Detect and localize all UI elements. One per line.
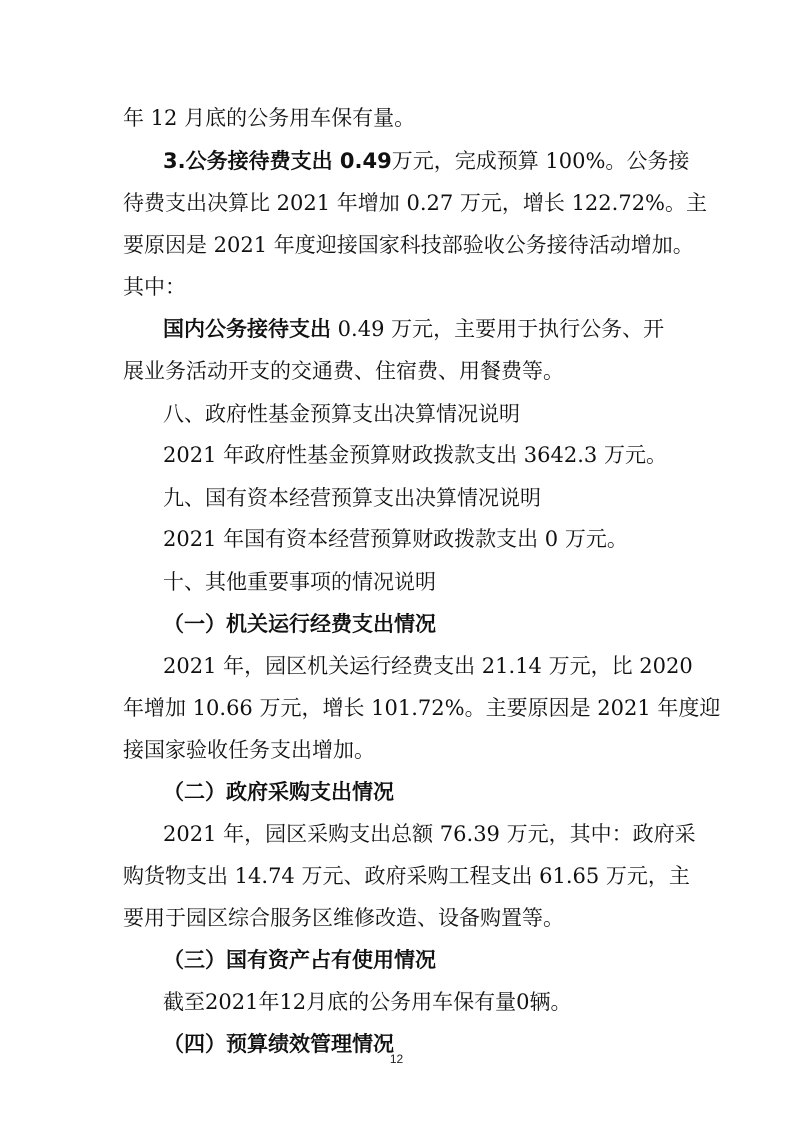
paragraph-line: 2021 年政府性基金预算财政拨款支出 3642.3 万元。 xyxy=(163,443,667,467)
paragraph-line: 接国家验收任务支出增加。 xyxy=(123,738,375,762)
paragraph-line xyxy=(163,315,664,343)
paragraph-line: 2021 年国有资本经营预算财政拨款支出 0 万元。 xyxy=(163,527,628,551)
bold-lead: 3.公务接待费支出 0.49 xyxy=(163,149,392,173)
paragraph-line: 其中： xyxy=(123,275,186,299)
bold-lead: 国内公务接待支出 xyxy=(163,317,331,341)
paragraph-line: 购货物支出 14.74 万元、政府采购工程支出 61.65 万元，主 xyxy=(123,864,690,888)
subsection-heading: （一）机关运行经费支出情况 xyxy=(163,612,436,636)
page-number: 12 xyxy=(389,1052,404,1066)
paragraph-line: 要用于园区综合服务区维修改造、设备购置等。 xyxy=(123,906,564,930)
section-heading: 八、政府性基金预算支出决算情况说明 xyxy=(163,402,520,426)
paragraph-line: 待费支出决算比 2021 年增加 0.27 万元，增长 122.72%。主 xyxy=(123,191,708,215)
paragraph-line: 年增加 10.66 万元，增长 101.72%。主要原因是 2021 年度迎 xyxy=(123,696,721,720)
paragraph-line: 年 12 月底的公务用车保有量。 xyxy=(123,106,416,130)
paragraph-line: 2021 年，园区采购支出总额 76.39 万元，其中：政府采 xyxy=(163,822,696,846)
subsection-heading: （二）政府采购支出情况 xyxy=(163,780,394,804)
subsection-heading: （四）预算绩效管理情况 xyxy=(163,1032,394,1056)
subsection-heading: （三）国有资产占有使用情况 xyxy=(163,948,436,972)
section-heading: 十、其他重要事项的情况说明 xyxy=(163,570,436,594)
line-text: 0.49 万元，主要用于执行公务、开 xyxy=(331,317,665,341)
paragraph-line: 要原因是 2021 年度迎接国家科技部验收公务接待活动增加。 xyxy=(123,233,694,257)
paragraph-line xyxy=(163,147,689,175)
paragraph-line: 截至2021年12月底的公务用车保有量0辆。 xyxy=(163,990,572,1014)
section-heading: 九、国有资本经营预算支出决算情况说明 xyxy=(163,486,541,510)
line-text: 万元，完成预算 100%。公务接 xyxy=(391,149,690,173)
paragraph-line: 2021 年，园区机关运行经费支出 21.14 万元，比 2020 xyxy=(163,654,693,678)
paragraph-line: 展业务活动开支的交通费、住宿费、用餐费等。 xyxy=(123,359,564,383)
